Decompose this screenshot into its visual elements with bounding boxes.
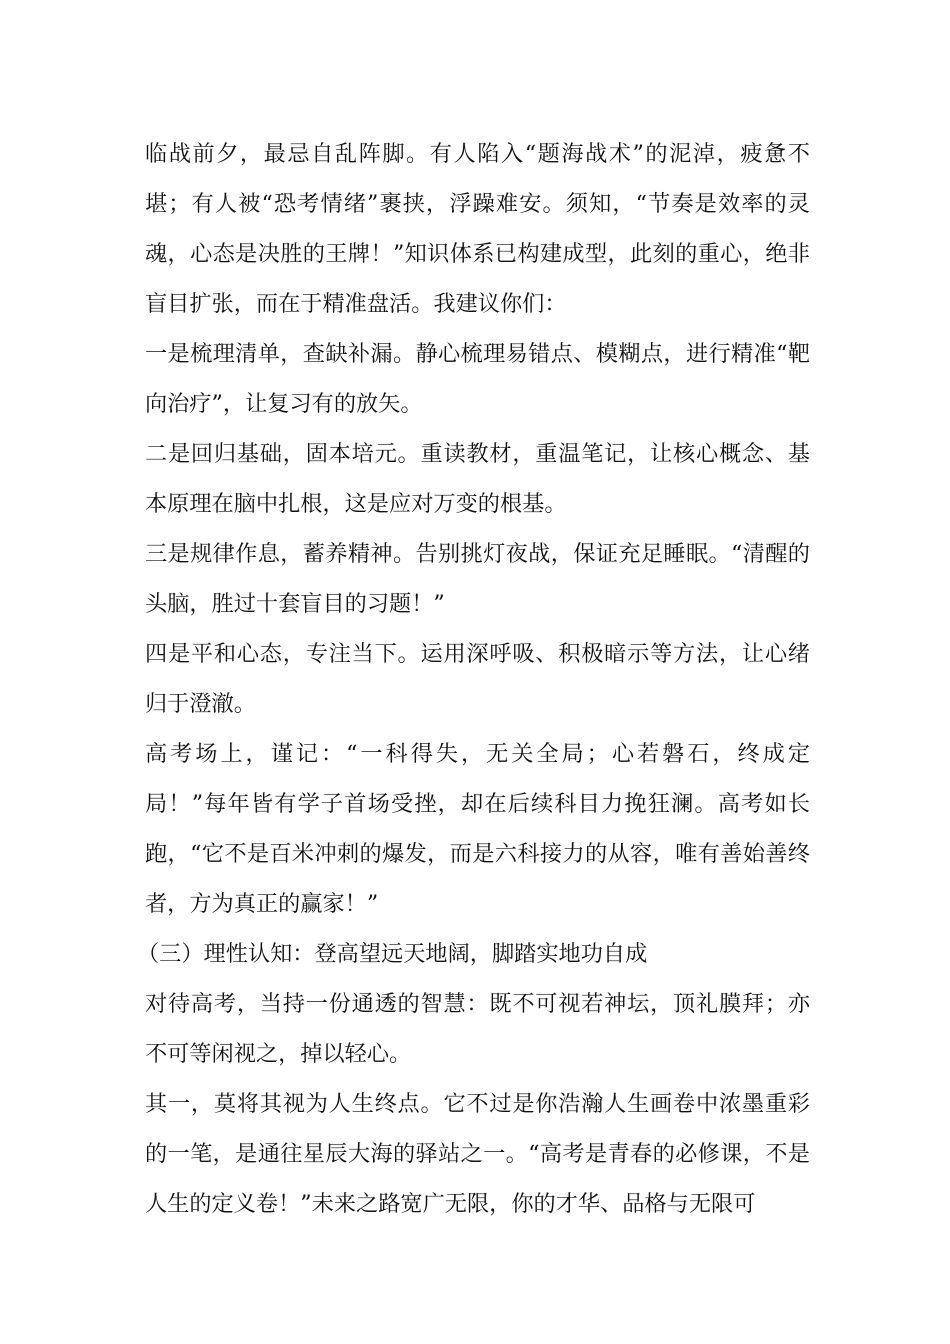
paragraph-point-one: 一是梳理清单，查缺补漏。静心梳理易错点、模糊点，进行精准“靶向治疗”，让复习有的放矢。 [145, 341, 810, 417]
paragraph-first-point: 其一，莫将其视为人生终点。它不过是你浩瀚人生画卷中浓墨重彩的一笔，是通往星辰大海的驿站之一。“高考是青春的必修课，不是人生的定义卷！”未来之路宽广无限，你的才华、品格与无限可 [145, 1091, 810, 1217]
paragraph-point-two: 二是回归基础，固本培元。重读教材，重温笔记，让核心概念、基本原理在脑中扎根，这是应对万变的根基。 [145, 441, 810, 517]
paragraph-attitude: 对待高考，当持一份通透的智慧：既不可视若神坛，顶礼膜拜；亦不可等闲视之，掉以轻心。 [145, 991, 810, 1067]
section-heading: （三）理性认知：登高望远天地阔，脚踏实地功自成 [137, 941, 648, 967]
paragraph-intro: 临战前夕，最忌自乱阵脚。有人陷入“题海战术”的泥淖，疲惫不堪；有人被“恐考情绪”裹挟，浮躁难安。须知，“节奏是效率的灵魂，心态是决胜的王牌！”知识体系已构建成型，此刻的重心，绝非盲目扩张，而在于精准盘活。我建议你们： [145, 141, 810, 317]
paragraph-exam-advice: 高考场上，谨记：“一科得失，无关全局；心若磐石，终成定局！”每年皆有学子首场受挫，却在后续科目力挽狂澜。高考如长跑，“它不是百米冲刺的爆发，而是六科接力的从容，唯有善始善终者，方为真正的赢家！” [145, 741, 810, 917]
paragraph-point-four: 四是平和心态，专注当下。运用深呼吸、积极暗示等方法，让心绪归于澄澈。 [145, 641, 810, 717]
document-body [137, 129, 810, 1229]
paragraph-point-three: 三是规律作息，蓄养精神。告别挑灯夜战，保证充足睡眠。“清醒的头脑，胜过十套盲目的习题！” [145, 541, 810, 617]
